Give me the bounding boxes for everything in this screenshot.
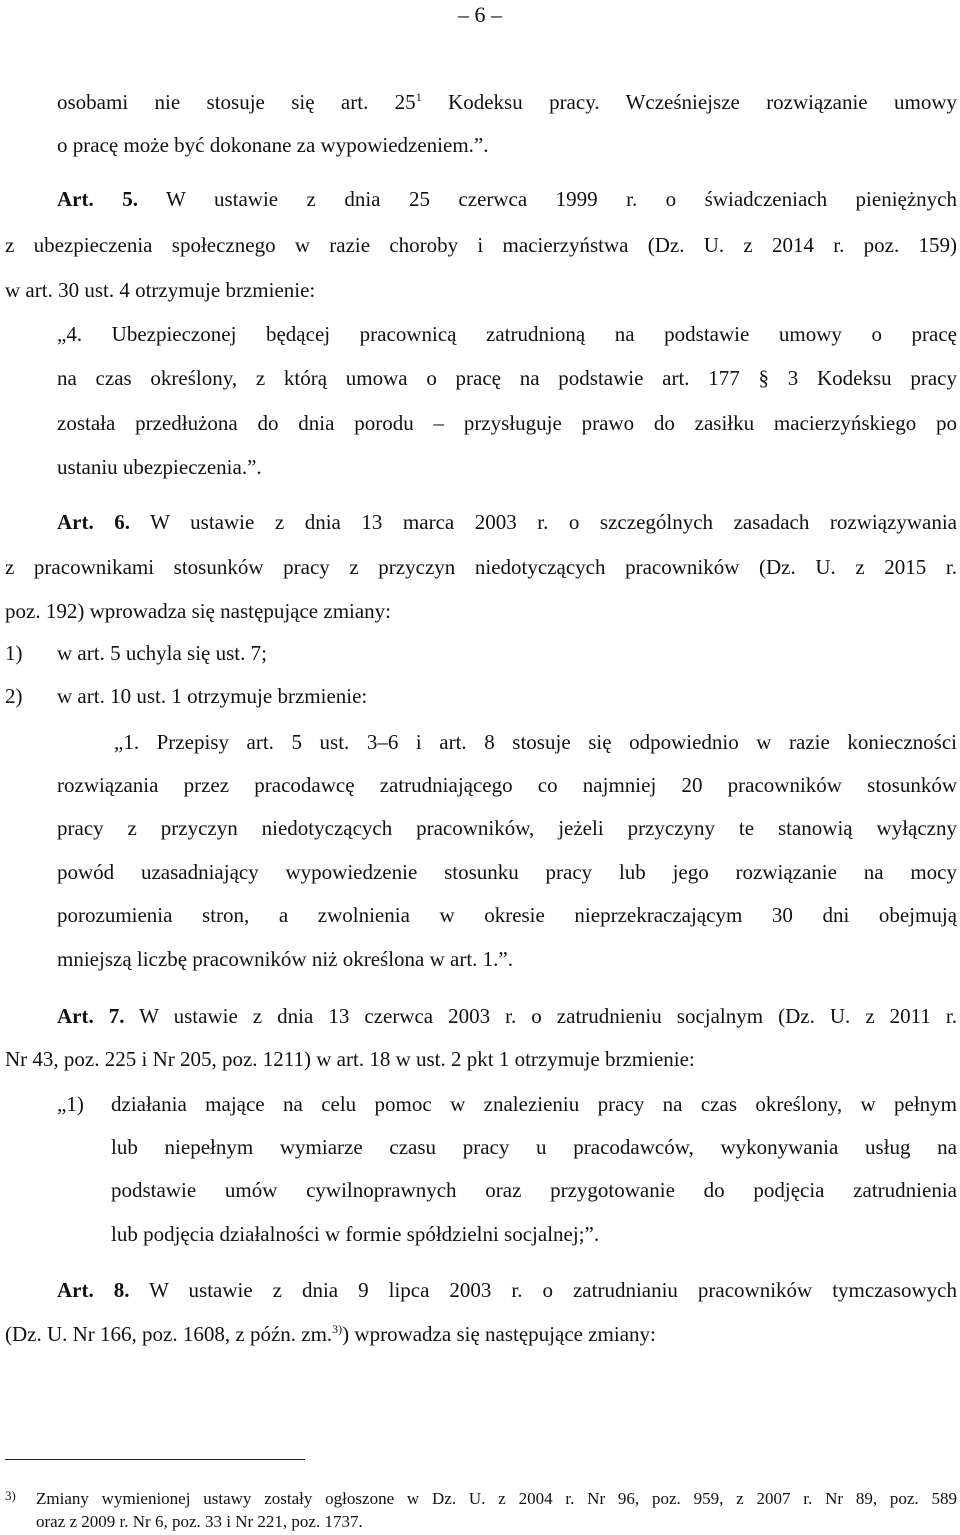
text-line: z ubezpieczenia społecznego w razie choroby i macierzyństwa (Dz. U. z 2014 r. poz. 159) <box>5 233 957 257</box>
footnote-line: oraz z 2009 r. Nr 6, poz. 33 i Nr 221, poz. 1737. <box>36 1512 363 1531</box>
text-span: W ustawie z dnia 13 marca 2003 r. o szczególnych zasadach rozwiązywania <box>130 510 957 534</box>
text-line: ustaniu ubezpieczenia.”. <box>57 455 262 479</box>
text-line: w art. 30 ust. 4 otrzymuje brzmienie: <box>5 278 316 302</box>
article-label: Art. 5. <box>57 187 138 211</box>
article-label: Art. 6. <box>57 510 131 534</box>
text-line: rozwiązania przez pracodawcę zatrudniającego co najmniej 20 pracowników stosunków <box>57 773 957 797</box>
text-line: mniejszą liczbę pracowników niż określona w art. 1.”. <box>57 947 514 971</box>
text-line: Nr 43, poz. 225 i Nr 205, poz. 1211) w art. 18 w ust. 2 pkt 1 otrzymuje brzmienie: <box>5 1047 695 1071</box>
footnote-divider <box>5 1459 305 1460</box>
article-5-line <box>57 184 957 214</box>
text-line: lub niepełnym wymiarze czasu pracy u pracodawców, wykonywania usług na <box>111 1135 957 1159</box>
list-item: w art. 5 uchyla się ust. 7; <box>57 641 267 665</box>
list-number: 2) <box>5 684 23 708</box>
article-label: Art. 8. <box>57 1278 130 1302</box>
footnote-line: Zmiany wymienionej ustawy zostały ogłoszone w Dz. U. z 2004 r. Nr 96, poz. 959, z 2007 r. Nr 89, poz. 589 <box>36 1489 957 1508</box>
footnote-marker: 3) <box>5 1488 16 1503</box>
list-item: działania mające na celu pomoc w znalezieniu pracy na czas określony, w pełnym <box>111 1092 957 1116</box>
text-line <box>5 1319 656 1349</box>
text-span: ) wprowadza się następujące zmiany: <box>342 1322 656 1346</box>
text-line: z pracownikami stosunków pracy z przyczyn niedotyczących pracowników (Dz. U. z 2015 r. <box>5 555 957 579</box>
text-line: „1. Przepisy art. 5 ust. 3–6 i art. 8 stosuje się odpowiednio w razie konieczności <box>114 730 957 754</box>
list-item: w art. 10 ust. 1 otrzymuje brzmienie: <box>57 684 368 708</box>
superscript: 1 <box>415 90 422 104</box>
article-8-line <box>57 1275 957 1305</box>
text-line: poz. 192) wprowadza się następujące zmiany: <box>5 599 392 623</box>
text-span: W ustawie z dnia 25 czerwca 1999 r. o świadczeniach pieniężnych <box>137 187 957 211</box>
article-7-line <box>57 1001 957 1031</box>
text-span: Kodeksu pracy. Wcześniejsze rozwiązanie umowy <box>421 90 957 114</box>
text-span: (Dz. U. Nr 166, poz. 1608, z późn. zm. <box>5 1322 333 1346</box>
text-span: osobami nie stosuje się art. 25 <box>57 90 416 114</box>
text-line: porozumienia stron, a zwolnienia w okresie nieprzekraczającym 30 dni obejmują <box>57 903 957 927</box>
list-number: 1) <box>5 641 23 665</box>
text-line: o pracę może być dokonane za wypowiedzeniem.”. <box>57 133 489 157</box>
list-number: „1) <box>57 1092 84 1116</box>
text-line: powód uzasadniający wypowiedzenie stosunku pracy lub jego rozwiązanie na mocy <box>57 860 957 884</box>
page-number: – 6 – <box>458 2 502 27</box>
article-label: Art. 7. <box>57 1004 125 1028</box>
text-line <box>57 87 957 117</box>
text-line: została przedłużona do dnia porodu – przysługuje prawo do zasiłku macierzyńskiego po <box>57 411 957 435</box>
text-span: W ustawie z dnia 9 lipca 2003 r. o zatrudnianiu pracowników tymczasowych <box>129 1278 957 1302</box>
footnote-ref: 3) <box>332 1322 343 1336</box>
text-line: „4. Ubezpieczonej będącej pracownicą zatrudnioną na podstawie umowy o pracę <box>57 322 957 346</box>
text-line: lub podjęcia działalności w formie spółdzielni socjalnej;”. <box>111 1222 600 1246</box>
text-line: podstawie umów cywilnoprawnych oraz przygotowanie do podjęcia zatrudnienia <box>111 1178 957 1202</box>
text-span: W ustawie z dnia 13 czerwca 2003 r. o zatrudnieniu socjalnym (Dz. U. z 2011 r. <box>124 1004 957 1028</box>
article-6-line <box>57 507 957 537</box>
text-line: na czas określony, z którą umowa o pracę na podstawie art. 177 § 3 Kodeksu pracy <box>57 366 957 390</box>
text-line: pracy z przyczyn niedotyczących pracowników, jeżeli przyczyny te stanowią wyłączny <box>57 816 957 840</box>
